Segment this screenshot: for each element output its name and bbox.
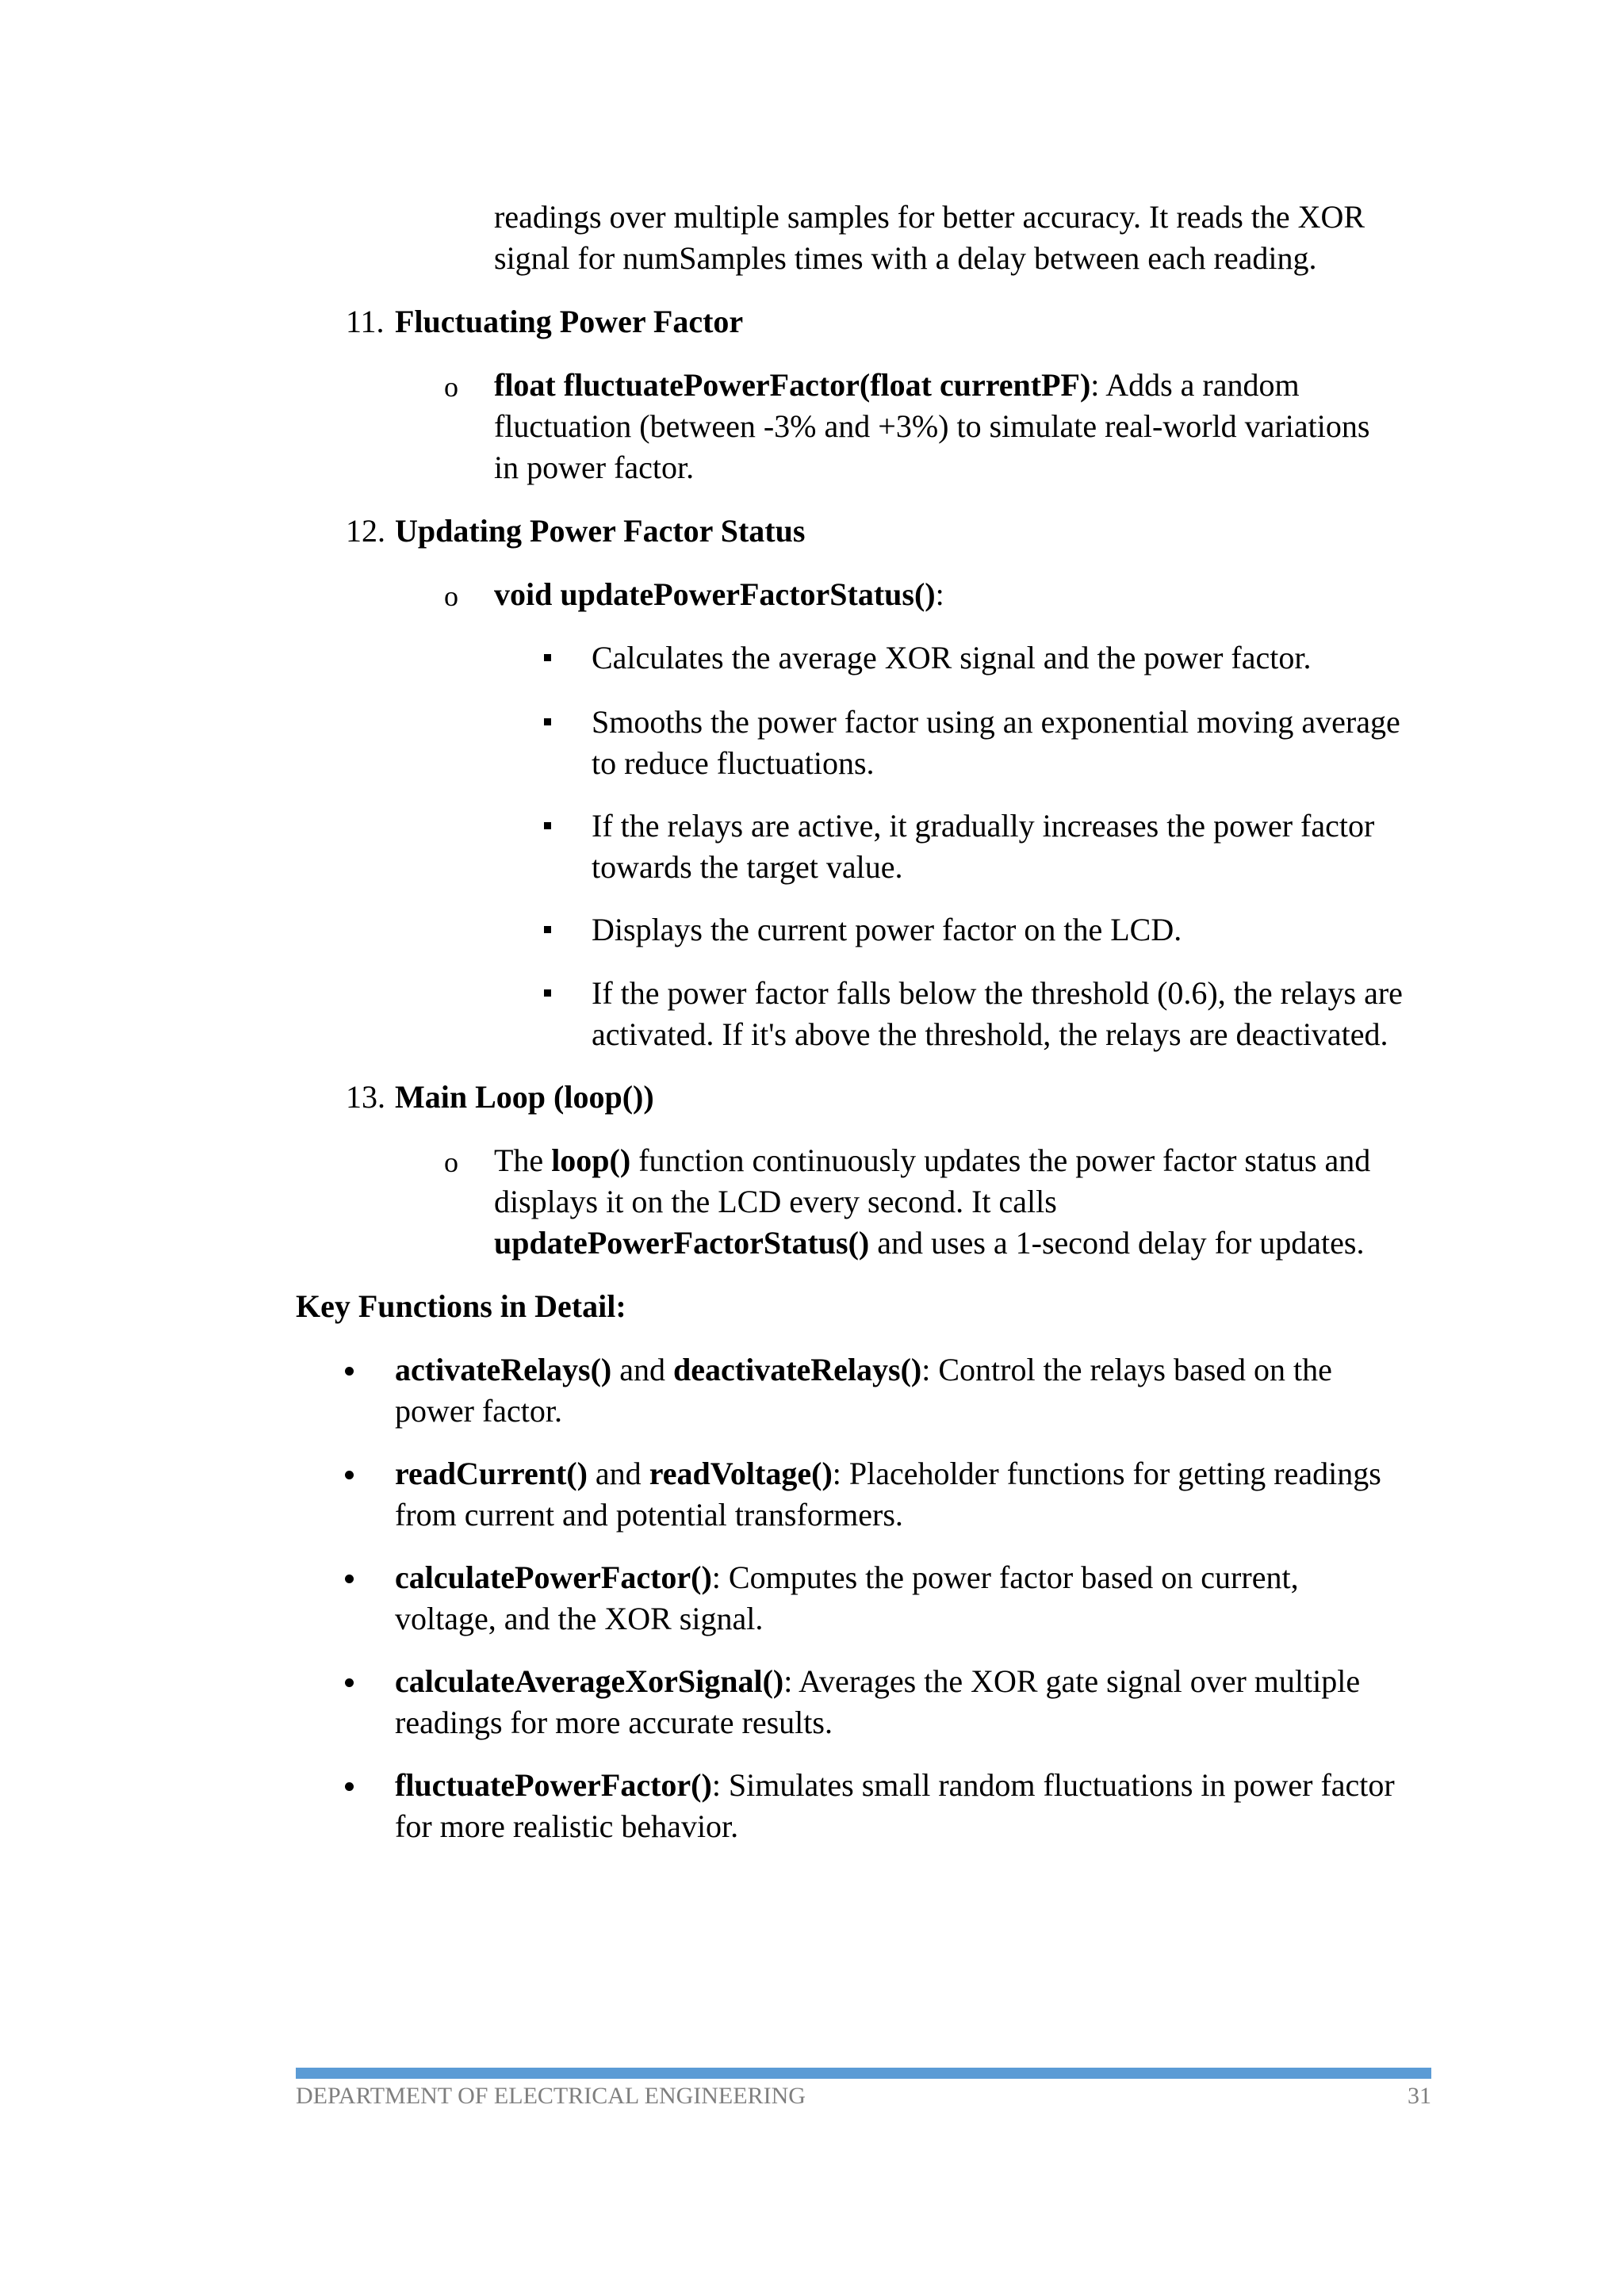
status-point-5-line-2: activated. If it's above the threshold, the relays are deactivated. [592, 1016, 1388, 1052]
item-13-sub-line-1 [494, 1140, 1370, 1181]
square-bullet-icon [544, 718, 551, 725]
item-13-sub-line-2: displays it on the LCD every second. It calls [494, 1184, 1057, 1219]
key-function-4-line-1 [395, 1661, 1360, 1702]
item-12-sub-bullet: o [444, 580, 458, 612]
key-function-1-line-2: power factor. [395, 1393, 563, 1429]
key-function-1-joiner: and [611, 1352, 673, 1387]
item-13-text-end: and uses a 1-second delay for updates. [869, 1225, 1365, 1261]
footer-department: DEPARTMENT OF ELECTRICAL ENGINEERING [296, 2083, 806, 2109]
key-function-2-joiner: and [587, 1456, 649, 1491]
footer-page-number: 31 [1408, 2083, 1431, 2109]
item-11-heading: Fluctuating Power Factor [395, 304, 744, 339]
key-function-2-description: : Placeholder functions for getting readings [832, 1456, 1381, 1491]
key-function-5-line-2: for more realistic behavior. [395, 1808, 739, 1844]
key-function-1-name-a: activateRelays() [395, 1352, 612, 1387]
status-point-2-line-2: to reduce fluctuations. [592, 745, 875, 781]
item-11-number: 11. [346, 304, 385, 339]
key-function-3-name: calculatePowerFactor() [395, 1559, 712, 1595]
bullet-dot-icon [345, 1367, 354, 1376]
item-11-sub-bullet: o [444, 371, 458, 403]
key-function-4-description: : Averages the XOR gate signal over multiple [783, 1663, 1361, 1699]
item-12-signature: void updatePowerFactorStatus() [494, 576, 936, 612]
key-function-3-line-1 [395, 1557, 1299, 1598]
status-point-5-line-1: If the power factor falls below the threshold (0.6), the relays are [592, 975, 1403, 1011]
status-point-2-line-1: Smooths the power factor using an exponential moving average [592, 704, 1400, 740]
item-13-sub-line-3 [494, 1223, 1365, 1264]
item-12-sub-line [494, 574, 944, 615]
key-function-1-description: : Control the relays based on the [921, 1352, 1332, 1387]
key-function-2-name-b: readVoltage() [649, 1456, 833, 1491]
key-function-1-name-b: deactivateRelays() [673, 1352, 922, 1387]
bullet-dot-icon [345, 1678, 354, 1687]
key-function-3-line-2: voltage, and the XOR signal. [395, 1601, 764, 1636]
status-point-4-line-1: Displays the current power factor on the LCD. [592, 912, 1182, 947]
item-13-function-loop: loop() [551, 1142, 631, 1178]
key-function-2-name-a: readCurrent() [395, 1456, 588, 1491]
key-function-2-line-1 [395, 1453, 1381, 1494]
square-bullet-icon [544, 926, 551, 933]
footer-bar [296, 2068, 1431, 2079]
bullet-dot-icon [345, 1575, 354, 1583]
status-point-3-line-1: If the relays are active, it gradually increases the power factor [592, 808, 1375, 844]
key-function-5-description: : Simulates small random fluctuations in power factor [711, 1767, 1395, 1803]
status-point-1-line-1: Calculates the average XOR signal and the power factor. [592, 640, 1312, 675]
bullet-dot-icon [345, 1782, 354, 1791]
square-bullet-icon [544, 989, 551, 997]
intro-line-2: signal for numSamples times with a delay between each reading. [494, 240, 1317, 276]
item-11-sub-line-1 [494, 365, 1300, 406]
key-function-1-line-1 [395, 1349, 1332, 1391]
item-12-number: 12. [346, 513, 385, 549]
item-12-heading: Updating Power Factor Status [395, 513, 806, 549]
square-bullet-icon [544, 822, 551, 829]
item-11-sub-line-3: in power factor. [494, 450, 695, 485]
key-function-5-line-1 [395, 1765, 1395, 1806]
square-bullet-icon [544, 654, 551, 661]
item-13-text-pre: The [494, 1142, 552, 1178]
intro-line-1: readings over multiple samples for better accuracy. It reads the XOR [494, 199, 1365, 235]
item-13-sub-bullet: o [444, 1146, 458, 1178]
status-point-3-line-2: towards the target value. [592, 849, 903, 885]
item-13-number: 13. [346, 1079, 385, 1115]
bullet-dot-icon [345, 1471, 354, 1479]
item-11-sub-line-2: fluctuation (between -3% and +3%) to simulate real-world variations [494, 408, 1370, 444]
key-function-2-line-2: from current and potential transformers. [395, 1497, 903, 1533]
item-13-function-update: updatePowerFactorStatus() [494, 1225, 870, 1261]
item-11-description: : Adds a random [1090, 367, 1300, 403]
key-functions-heading: Key Functions in Detail: [296, 1288, 626, 1324]
item-13-heading: Main Loop (loop()) [395, 1079, 654, 1115]
key-function-4-name: calculateAverageXorSignal() [395, 1663, 784, 1699]
key-function-4-line-2: readings for more accurate results. [395, 1705, 833, 1740]
key-function-3-description: : Computes the power factor based on current, [711, 1559, 1299, 1595]
item-11-signature: float fluctuatePowerFactor(float currentPF) [494, 367, 1091, 403]
key-function-5-name: fluctuatePowerFactor() [395, 1767, 712, 1803]
item-13-text-rest: function continuously updates the power factor status and [630, 1142, 1371, 1178]
item-12-signature-suffix: : [935, 576, 944, 612]
